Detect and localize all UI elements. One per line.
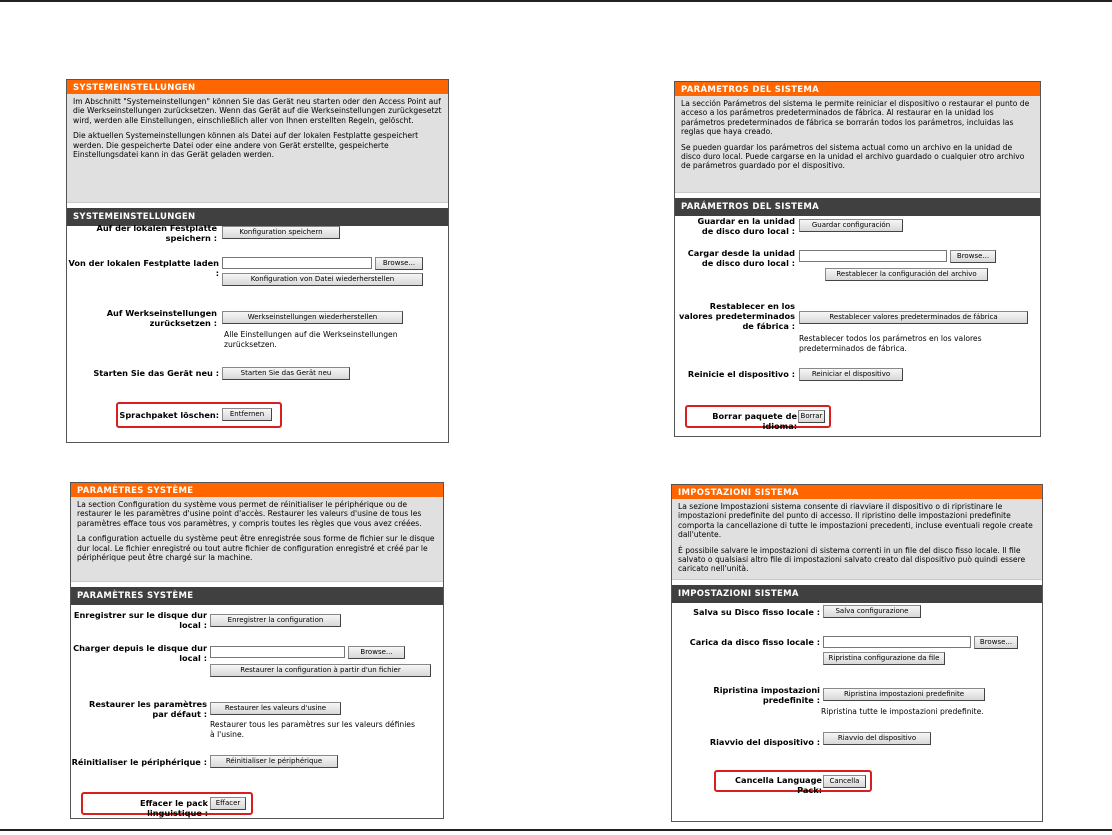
reboot-label: Riavvio del dispositivo : [709, 737, 820, 747]
panel-french [70, 482, 444, 819]
save-label: Guardar en la unidad de disco duro local : [697, 216, 795, 236]
restore-config-button[interactable]: Restaurer la configuration à partir d'un fichier [210, 664, 431, 677]
factory-reset-button[interactable]: Restaurer les valeurs d'usine [210, 702, 341, 715]
reboot-label: Reinicie el dispositivo : [687, 369, 795, 379]
panel-german [66, 79, 449, 443]
factory-note: Restablecer todos los parámetros en los valores predeterminados de fábrica. [799, 334, 982, 353]
reboot-button[interactable]: Starten Sie das Gerät neu [222, 367, 350, 380]
file-path-input[interactable] [823, 636, 971, 648]
panel-title: PARÁMETROS DEL SISTEMA [675, 82, 1040, 96]
remove-langpack-button[interactable]: Cancella [823, 775, 866, 788]
save-label: Enregistrer sur le disque dur local : [73, 610, 207, 630]
intro-text [67, 94, 448, 203]
load-label: Carica da disco fisso locale : [689, 637, 820, 647]
langpack-label: Borrar paquete de idioma: [712, 411, 797, 431]
section-header: IMPOSTAZIONI SISTEMA [672, 585, 1042, 603]
intro-paragraph-2: È possibile salvare le impostazioni di sistema correnti in un file del disco fisso locale. Il file salvato o qualsiasi altro file di impostazioni salvato creato dal dispositivo può quindi essere caricato nell'unità. [678, 545, 1026, 574]
browse-button[interactable]: Browse... [375, 257, 423, 270]
file-path-input[interactable] [799, 250, 947, 262]
langpack-label: Cancella Language Pack: [735, 775, 822, 795]
browse-button[interactable]: Browse... [974, 636, 1018, 649]
save-config-button[interactable]: Konfiguration speichern [222, 226, 340, 239]
restore-config-button[interactable]: Restablecer la configuración del archivo [825, 268, 988, 281]
load-label: Von der lokalen Festplatte laden : [68, 258, 219, 278]
intro-text [71, 497, 443, 582]
restore-config-button[interactable]: Ripristina configurazione da file [823, 652, 945, 665]
top-rule [0, 0, 1112, 2]
intro-text [675, 96, 1040, 193]
intro-paragraph-2: Se pueden guardar los parámetros del sistema actual como un archivo en la unidad de disco duro local. Puede cargarse en la unidad el archivo guardado o cualquier otro archivo de parámetros guardado por el dispositivo. [681, 142, 1025, 171]
panel-title: SYSTEMEINSTELLUNGEN [67, 80, 448, 94]
save-config-button[interactable]: Enregistrer la configuration [210, 614, 341, 627]
load-label: Cargar desde la unidad de disco duro local : [687, 248, 795, 268]
panel-spanish [674, 81, 1041, 437]
browse-button[interactable]: Browse... [950, 250, 996, 263]
factory-reset-button[interactable]: Restablecer valores predeterminados de fábrica [799, 311, 1028, 324]
reboot-button[interactable]: Réinitialiser le périphérique [210, 755, 338, 768]
factory-note: Restaurer tous les paramètres sur les valeurs définies à l'usine. [210, 720, 415, 739]
panel-italian [671, 484, 1043, 822]
remove-langpack-button[interactable]: Entfernen [222, 408, 272, 421]
save-config-button[interactable]: Guardar configuración [799, 219, 903, 232]
langpack-label: Effacer le pack linguistique : [140, 798, 208, 818]
section-header: PARÁMETROS DEL SISTEMA [675, 198, 1040, 216]
intro-paragraph-2: La configuration actuelle du système peut être enregistrée sous forme de fichier sur le disque dur local. Le fichier enregistré ou tout autre fichier de configuration enregistré et créé par le périphérique peut être chargé sur la machine. [77, 534, 435, 563]
save-label: Salva su Disco fisso locale : [693, 607, 820, 617]
section-header: PARAMÈTRES SYSTÈME [71, 587, 443, 605]
restore-config-button[interactable]: Konfiguration von Datei wiederherstellen [222, 273, 423, 286]
intro-paragraph-1: La sezione Impostazioni sistema consente di riavviare il dispositivo o di ripristinare le impostazioni predefinite del punto di accesso. Il ripristino delle impostazioni predefinite comporta la cancellazione di tutte le impostazioni precedenti, incluse eventuali regole create dall'utente. [678, 502, 1033, 540]
save-label: Auf der lokalen Festplatte speichern : [96, 223, 217, 243]
factory-note: Alle Einstellungen auf die Werkseinstellungen zurücksetzen. [224, 330, 398, 349]
load-label: Charger depuis le disque dur local : [73, 643, 207, 663]
factory-note: Ripristina tutte le impostazioni predefinite. [821, 707, 984, 716]
panel-title: IMPOSTAZIONI SISTEMA [672, 485, 1042, 499]
remove-langpack-button[interactable]: Effacer [210, 797, 246, 810]
factory-label: Ripristina impostazioni predefinite : [713, 685, 820, 705]
reboot-button[interactable]: Riavvio del dispositivo [823, 732, 931, 745]
intro-paragraph-1: Im Abschnitt "Systemeinstellungen" können Sie das Gerät neu starten oder den Access Point auf die Werkseinstellungen zurücksetzen. Wenn das Gerät auf die Werkseinstellungen zurückgesetzt wird, werden alle Einstellungen, einschließlich aller von Ihnen erstellten Regeln, gelöscht. [73, 97, 442, 125]
factory-reset-button[interactable]: Ripristina impostazioni predefinite [823, 688, 985, 701]
browse-button[interactable]: Browse... [348, 646, 405, 659]
intro-text [672, 499, 1042, 580]
file-path-input[interactable] [222, 257, 372, 269]
intro-paragraph-1: La sección Parámetros del sistema le permite reiniciar el dispositivo o restaurar el punto de acceso a los parámetros predeterminados de fábrica. Al restaurar en la unidad los parámetros predeterminados de fábrica se borrarán todos los parámetros, incluidas las reglas que haya creado. [681, 99, 1030, 137]
langpack-label: Sprachpaket löschen: [119, 410, 219, 420]
factory-label: Auf Werkseinstellungen zurücksetzen : [106, 308, 217, 328]
panel-title: PARAMÈTRES SYSTÈME [71, 483, 443, 497]
remove-langpack-button[interactable]: Borrar [798, 410, 825, 423]
intro-paragraph-2: Die aktuellen Systemeinstellungen können als Datei auf der lokalen Festplatte gespeichert werden. Die gespeicherte Datei oder eine andere von Gerät erstellte, gespeicherte Einstellungsdatei kann in das Gerät geladen werden. [73, 131, 419, 160]
section-header: SYSTEMEINSTELLUNGEN [67, 208, 448, 226]
factory-label: Restaurer les paramètres par défaut : [89, 699, 207, 719]
file-path-input[interactable] [210, 646, 345, 658]
factory-label: Restablecer en los valores predeterminados de fábrica : [678, 301, 795, 331]
save-config-button[interactable]: Salva configurazione [823, 605, 921, 618]
intro-paragraph-1: La section Configuration du système vous permet de réinitialiser le périphérique ou de restaurer le les paramètres d'usine point d'accès. Restaurer les valeurs d'usine de tous les paramètres efface tous vos paramètres, y compris toutes les règles que vous avez créées. [77, 500, 422, 528]
factory-reset-button[interactable]: Werkseinstellungen wiederherstellen [222, 311, 403, 324]
reboot-button[interactable]: Reiniciar el dispositivo [799, 368, 903, 381]
bottom-rule [0, 829, 1112, 831]
reboot-label: Starten Sie das Gerät neu : [93, 368, 219, 378]
reboot-label: Réinitialiser le périphérique : [71, 757, 207, 767]
